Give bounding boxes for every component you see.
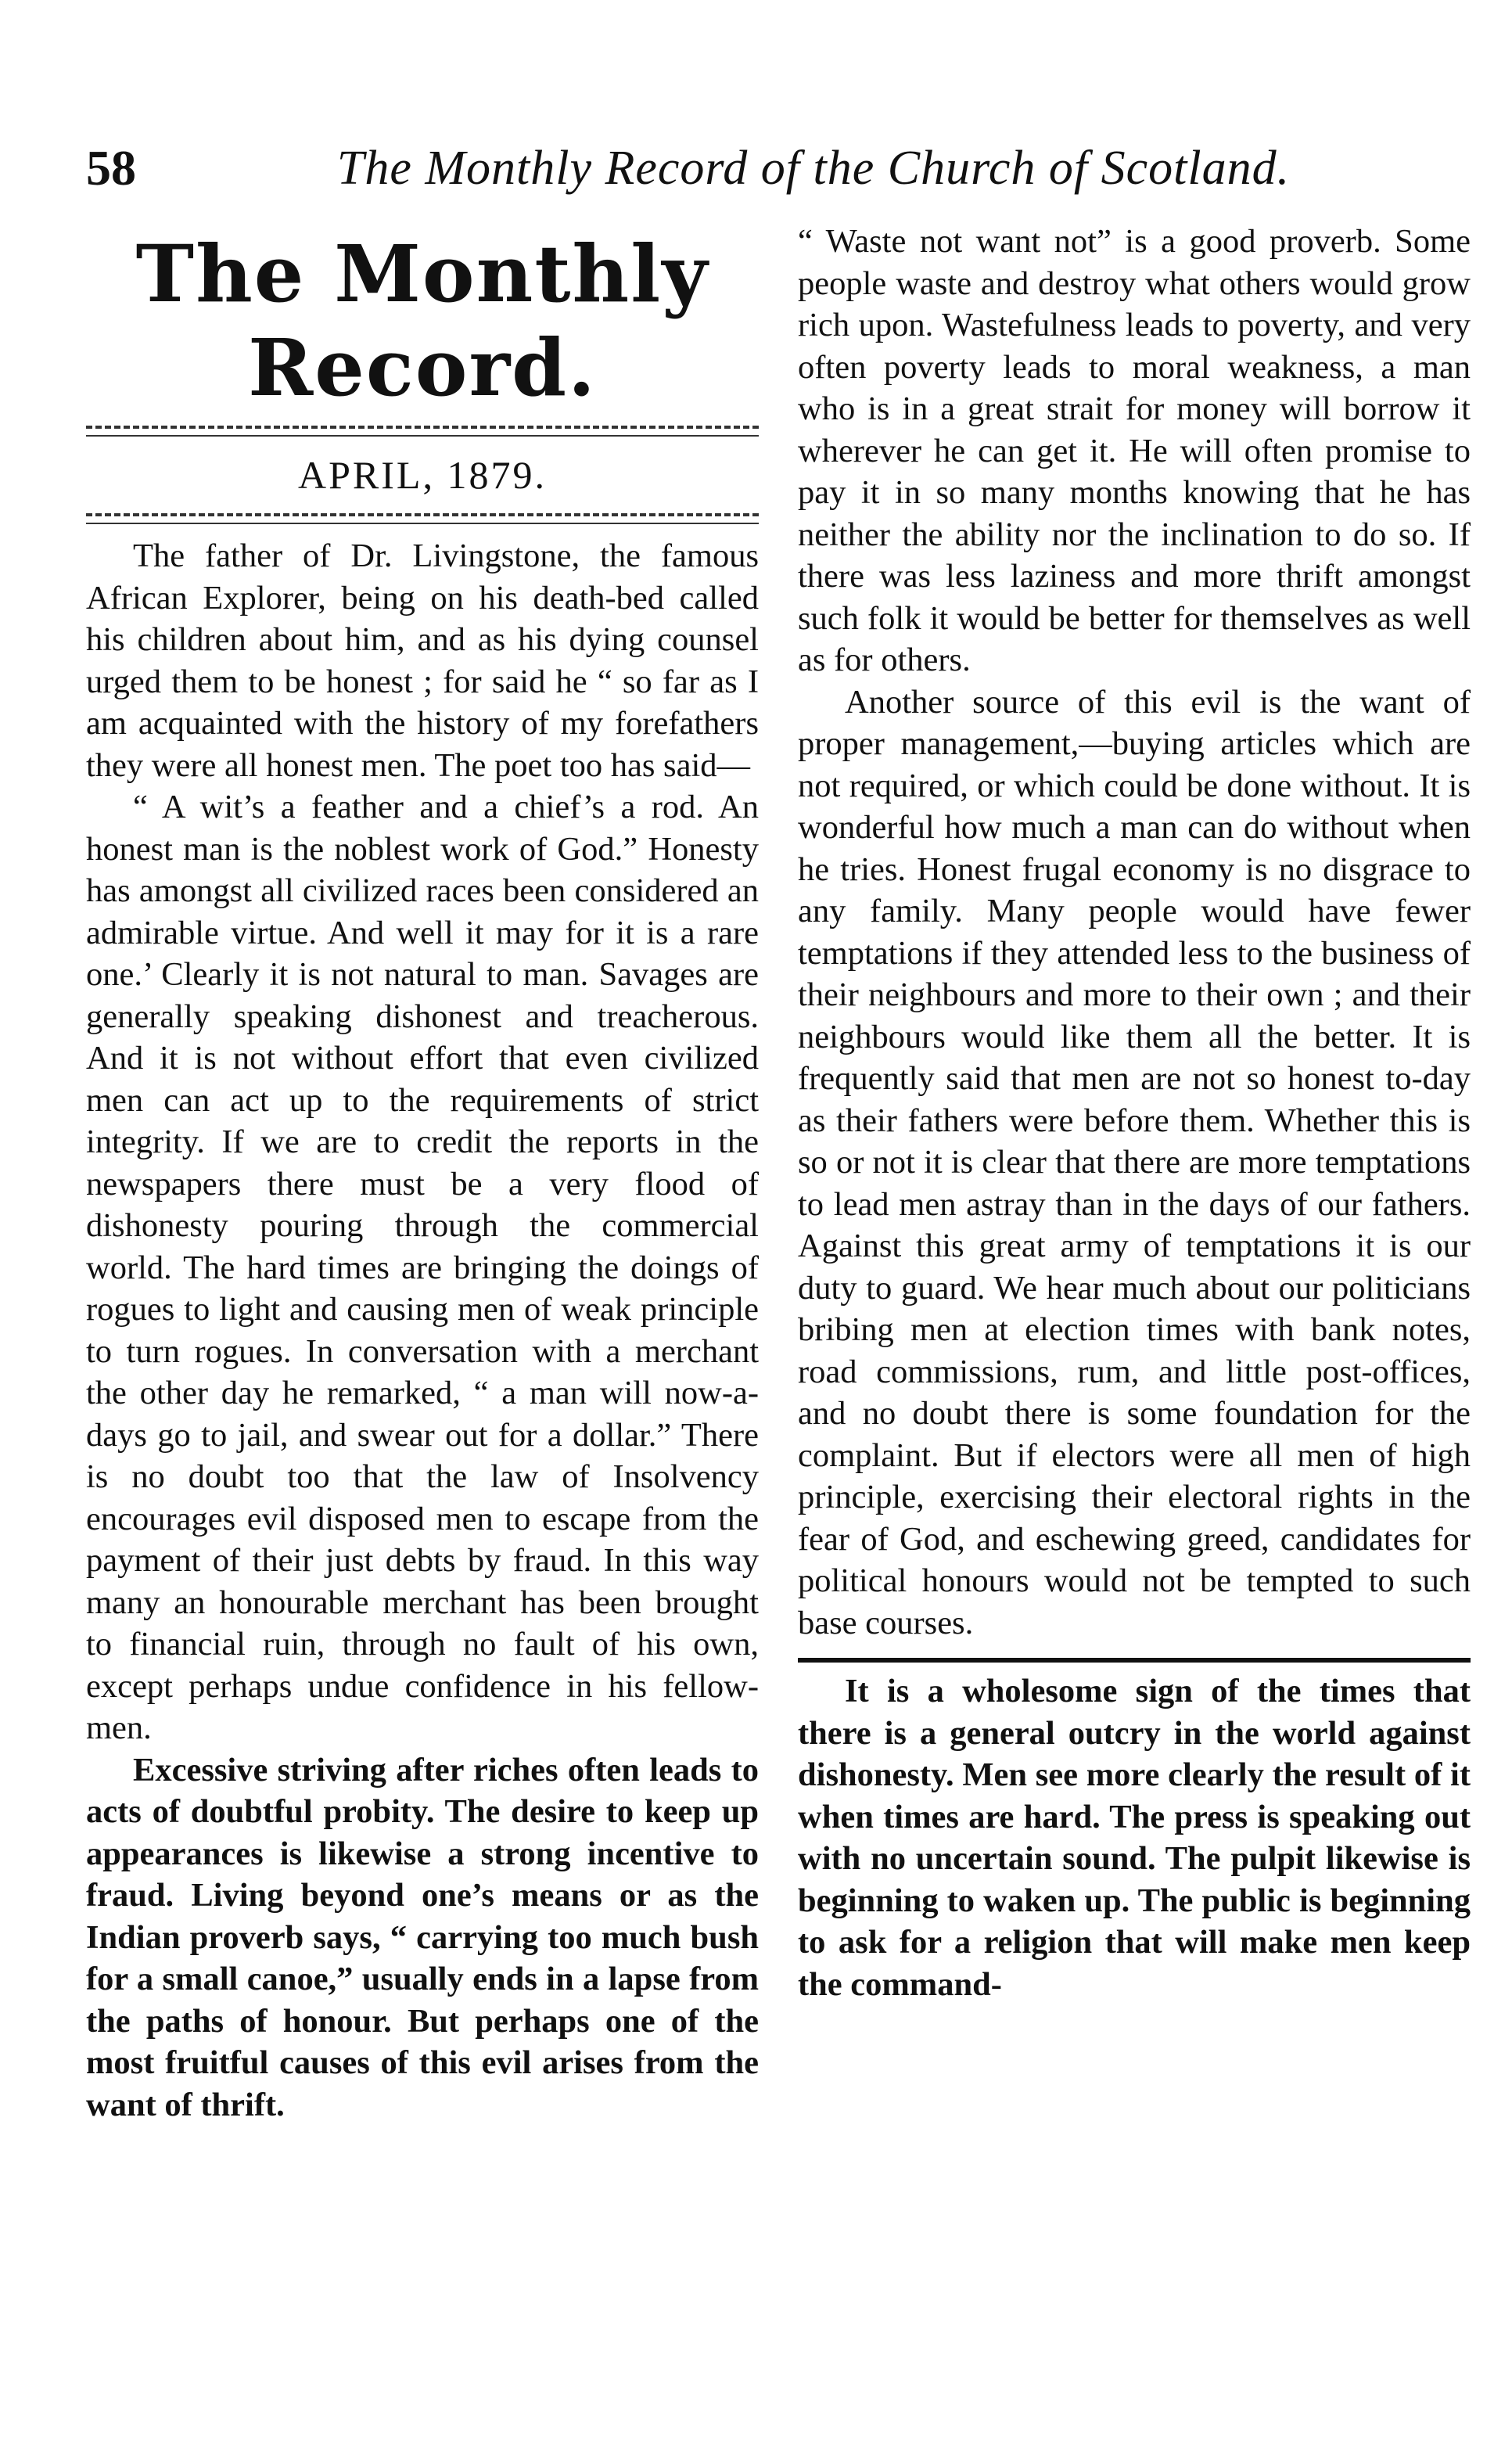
dashed-rule	[86, 426, 759, 429]
journal-title: The Monthly Record of the Church of Scotland.	[336, 142, 1291, 195]
article-paragraph: The father of Dr. Livingstone, the famous African Explorer, being on his death-bed called his children about him, and as his dying counsel urged them to be honest ; for said he “ so far as I am acquainted with the history of my forefathers they were all honest men. The poet too has said—	[86, 537, 759, 784]
page-number: 58	[86, 140, 136, 196]
thin-rule	[86, 435, 759, 437]
masthead-bottom-rule	[86, 502, 759, 535]
section-divider	[798, 1658, 1471, 1663]
article-paragraph: Another source of this evil is the want of proper management,—buying articles which are not required, or which could be done without. It is wonderful how much a man can do without when he tries. Honest frugal economy is no disgrace to any family. Many people would have fewer temptations if they attended less to the business of their neighbours and more to their own ; and their neighbours would like them all the better. It is frequently said that men are not so honest to-day as their fathers were before them. Whether this is so or not it is clear that there are more temptations to lead men astray than in the days of our fathers. Against this great army of temptations it is our duty to guard. We hear much about our politicians bribing men at election times with bank notes, road commissions, rum, and little post-offices, and no doubt there is some foundation for the complaint. But if electors were all men of high principle, exercising their electoral rights in the fear of God, and eschewing greed, candidates for political honours would not be tempted to such base courses.	[798, 683, 1471, 1641]
article-paragraph: “ Waste not want not” is a good proverb. Some people waste and destroy what others would grow rich upon. Wastefulness leads to poverty, and very often poverty leads to moral weakness, a man who is in a great strait for money will borrow it wherever he can get it. He will often promise to pay it in so many months knowing that he has neither the ability nor the inclination to do so. If there was less laziness and more thrift amongst such folk it would be better for themselves as well as for others.	[798, 223, 1471, 678]
right-column	[798, 221, 1471, 2005]
running-head	[86, 133, 1306, 203]
left-column	[86, 227, 759, 2126]
issue-date: APRIL, 1879.	[298, 453, 547, 497]
article-paragraph: It is a wholesome sign of the times that there is a general outcry in the world against dishonesty. Men see more clearly the result of it when times are hard. The press is speaking out with no uncertain sound. The pulpit likewise is beginning to waken up. The public is beginning to ask for a religion that will make men keep the command-	[798, 1673, 1471, 2003]
article-paragraph: Excessive striving after riches often leads to acts of doubtful probity. The desire to keep up appearances is likewise a strong incentive to fraud. Living beyond one’s means or as the Indian proverb says, “ carrying too much bush for a small canoe,” usually ends in a lapse from the paths of honour. But perhaps one of the most fruitful causes of this evil arises from the want of thrift.	[86, 1751, 759, 2123]
masthead-title: The Monthly Record.	[135, 228, 709, 414]
article-paragraph: “ A wit’s a feather and a chief’s a rod. An honest man is the noblest work of God.” Honesty has amongst all civilized races been considered an admirable virtue. And well it may for it is a rare one.’ Clearly it is not natural to man. Savages are generally speaking dishonest and treacherous. And it is not without effort that even civilized men can act up to the requirements of strict integrity. If we are to credit the reports in the newspapers there must be a very flood of dishonesty pouring through the commercial world. The hard times are bringing the doings of rogues to light and causing men of weak principle to turn rogues. In conversation with a merchant the other day he remarked, “ a man will now-a-days go to jail, and swear out for a dollar.” There is no doubt too that the law of Insolvency encourages evil disposed men to escape from the payment of their just debts by fraud. In this way many an honourable merchant has been brought to financial ruin, through no fault of his own, except perhaps undue confidence in his fellow-men.	[86, 789, 759, 1746]
masthead-top-rule	[86, 415, 759, 448]
thin-rule	[86, 523, 759, 524]
dashed-rule	[86, 513, 759, 516]
